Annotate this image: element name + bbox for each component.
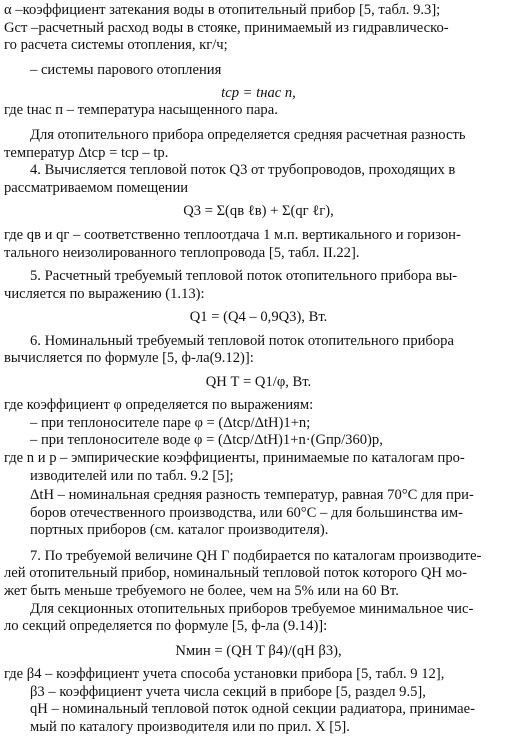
text-line: 4. Вычисляется тепловой поток Q3 от трубопроводов, проходящих в bbox=[30, 162, 456, 178]
text-line: ΔtН – номинальная средняя разность температур, равная 70°С для при- bbox=[30, 487, 474, 503]
text-line: тального неизолированного теплопровода [5, табл. II.22]. bbox=[4, 245, 360, 261]
formula: Q3 = Σ(qв ℓв) + Σ(qг ℓг), bbox=[183, 203, 334, 219]
formula: tср = tнас п, bbox=[221, 85, 296, 101]
text-line: температур Δtср = tср – tр. bbox=[4, 145, 169, 161]
text-line: Для секционных отопительных приборов требуемое минимальное чис- bbox=[30, 601, 474, 617]
text-line: портных приборов (см. каталог производителя). bbox=[30, 522, 329, 538]
text-line: β3 – коэффициент учета числа секций в приборе [5, раздел 9.5], bbox=[30, 684, 426, 700]
text-line: где коэффициент φ определяется по выражениям: bbox=[4, 397, 314, 413]
formula: QН Т = Q1/φ, Вт. bbox=[205, 374, 312, 390]
text-line: 5. Расчетный требуемый тепловой поток отопительного прибора вы- bbox=[30, 268, 458, 284]
formula: Nмин = (QН Т β4)/(qН β3), bbox=[175, 643, 342, 659]
text-line: изводителей или по табл. 9.2 [5]; bbox=[30, 468, 234, 484]
formula: Q1 = (Q4 – 0,9Q3), Вт. bbox=[189, 309, 328, 325]
text-line: где qв и qг – соответственно теплоотдача 1 м.п. вертикального и горизон- bbox=[4, 227, 461, 243]
text-line: жет быть меньше требуемого не более, чем на 5% или на 60 Вт. bbox=[4, 583, 399, 599]
text-line: где β4 – коэффициент учета способа установки прибора [5, табл. 9 12], bbox=[4, 666, 445, 682]
text-line: где n и p – эмпирические коэффициенты, принимаемые по каталогам про- bbox=[4, 450, 465, 466]
text-line: го расчета системы отопления, кг/ч; bbox=[4, 37, 228, 53]
text-line: ло секций определяется по формуле [5, ф-ла (9.14)]: bbox=[4, 618, 328, 634]
text-line: рассматриваемом помещении bbox=[4, 180, 189, 196]
text-line: – при теплоносителе паре φ = (Δtср/ΔtН)1+n; bbox=[30, 415, 311, 431]
text-line: Gст –расчетный расход воды в стояке, принимаемый из гидравлическо- bbox=[4, 20, 449, 36]
text-line: α –коэффициент затекания воды в отопительный прибор [5, табл. 9.3]; bbox=[4, 2, 441, 18]
text-line: вычисляется по формуле [5, ф-ла(9.12)]: bbox=[4, 350, 254, 366]
text-line: числяется по выражению (1.13): bbox=[4, 286, 205, 302]
text-line: – при теплоносителе воде φ = (Δtср/ΔtН)1+n·(Gпр/360)p, bbox=[30, 432, 383, 448]
text-line: 6. Номинальный требуемый тепловой поток отопительного прибора bbox=[30, 333, 454, 349]
text-line: где tнас п – температура насыщенного пара. bbox=[4, 102, 278, 118]
text-line: qН – номинальный тепловой поток одной секции радиатора, принимае- bbox=[30, 701, 475, 717]
text-line: боров отечественного производства, или 60°С – для большинства им- bbox=[30, 505, 463, 521]
text-line: 7. По требуемой величине QН Г подбирается по каталогам производите- bbox=[30, 548, 482, 564]
text-line: Для отопительного прибора определяется средняя расчетная разность bbox=[30, 127, 466, 143]
text-line: лей отопительный прибор, номинальный тепловой поток которого QН мо- bbox=[4, 565, 467, 581]
text-line: мый по каталогу производителя или по прил. Х [5]. bbox=[30, 719, 350, 735]
text-line: – системы парового отопления bbox=[30, 62, 222, 78]
